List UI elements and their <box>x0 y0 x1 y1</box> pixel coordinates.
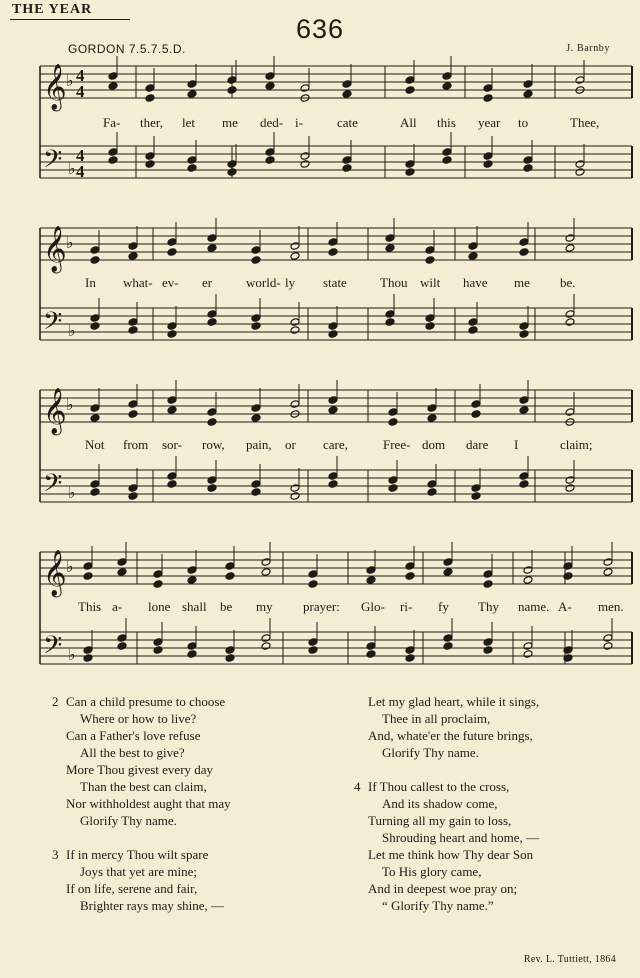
notehead <box>90 246 100 255</box>
notehead <box>225 562 235 571</box>
notehead <box>251 246 261 255</box>
lyric-syllable: be <box>220 599 233 614</box>
notehead <box>90 256 100 265</box>
notehead <box>300 84 310 93</box>
lyric-syllable: pain, <box>246 437 272 452</box>
stanza-line: Let my glad heart, while it sings, <box>368 694 540 709</box>
notehead <box>227 160 237 169</box>
lyric-syllable: me <box>222 115 238 130</box>
lyric-syllable: dare <box>466 437 489 452</box>
notehead <box>265 72 275 81</box>
stanza-line: “ Glorify Thy name.” <box>382 898 494 913</box>
bass-clef: 𝄢 <box>43 632 63 665</box>
notehead <box>328 472 338 481</box>
notehead <box>427 488 437 497</box>
notehead <box>483 160 493 169</box>
notehead <box>308 646 318 655</box>
notehead <box>207 476 217 485</box>
lyric-syllable: Not <box>85 437 105 452</box>
lyric-syllable: this <box>437 115 456 130</box>
notehead <box>207 234 217 243</box>
notehead <box>261 558 271 567</box>
notehead <box>575 168 585 177</box>
bass-clef: 𝄢 <box>43 470 63 503</box>
notehead <box>483 580 493 589</box>
key-flat: ♭ <box>66 235 74 252</box>
notehead <box>207 244 217 253</box>
notehead <box>328 330 338 339</box>
lyric-syllable: Free- <box>383 437 411 452</box>
notehead <box>519 322 529 331</box>
notehead <box>90 488 100 497</box>
notehead <box>117 558 127 567</box>
notehead <box>443 642 453 651</box>
notehead <box>483 570 493 579</box>
lyric-syllable: In <box>85 275 96 290</box>
treble-clef: 𝄞 <box>43 388 67 433</box>
notehead <box>251 314 261 323</box>
lyric-syllable: ri- <box>400 599 413 614</box>
author-credit: Rev. L. Tuttiett, 1864 <box>523 954 616 965</box>
notehead <box>108 148 118 157</box>
notehead <box>128 242 138 251</box>
notehead <box>128 484 138 493</box>
notehead <box>405 76 415 85</box>
notehead <box>342 80 352 89</box>
notehead <box>117 634 127 643</box>
section-header: THE YEAR <box>12 2 93 17</box>
lyric-syllable: A- <box>558 599 572 614</box>
notehead <box>128 492 138 501</box>
notehead <box>575 76 585 85</box>
treble-clef: 𝄞 <box>43 64 67 109</box>
time-signature-top: 4 <box>76 66 85 85</box>
notehead <box>128 410 138 419</box>
stanza-line: Can a Father's love refuse <box>66 728 201 743</box>
notehead <box>565 408 575 417</box>
notehead <box>366 566 376 575</box>
notehead <box>300 160 310 169</box>
lyric-syllable: All <box>400 115 417 130</box>
notehead <box>90 480 100 489</box>
stanza-number: 4 <box>354 779 361 794</box>
lyric-syllable: ther, <box>140 115 163 130</box>
notehead <box>443 634 453 643</box>
lyric-syllable: Glo- <box>361 599 385 614</box>
lyric-syllable: sor- <box>162 437 182 452</box>
notehead <box>187 90 197 99</box>
stanza-line: Thee in all proclaim, <box>382 711 491 726</box>
notehead <box>565 310 575 319</box>
notehead <box>523 642 533 651</box>
notehead <box>290 252 300 261</box>
notehead <box>290 400 300 409</box>
notehead <box>90 314 100 323</box>
notehead <box>405 160 415 169</box>
notehead <box>90 322 100 331</box>
notehead <box>153 646 163 655</box>
notehead <box>388 408 398 417</box>
notehead <box>405 562 415 571</box>
bass-clef: 𝄢 <box>43 146 63 179</box>
time-signature-bottom: 4 <box>76 82 85 101</box>
notehead <box>187 566 197 575</box>
lyric-syllable: let <box>182 115 195 130</box>
key-flat: ♭ <box>66 397 74 414</box>
notehead <box>405 654 415 663</box>
notehead <box>145 84 155 93</box>
key-flat: ♭ <box>68 161 76 178</box>
notehead <box>425 246 435 255</box>
notehead <box>290 326 300 335</box>
notehead <box>385 234 395 243</box>
key-flat: ♭ <box>66 73 74 90</box>
lyric-syllable: world- <box>246 275 281 290</box>
notehead <box>290 318 300 327</box>
lyric-syllable: men. <box>598 599 624 614</box>
notehead <box>519 406 529 415</box>
notehead <box>83 562 93 571</box>
notehead <box>290 492 300 501</box>
notehead <box>167 480 177 489</box>
notehead <box>328 396 338 405</box>
notehead <box>167 238 177 247</box>
lyric-syllable: what- <box>123 275 153 290</box>
notehead <box>207 310 217 319</box>
notehead <box>405 572 415 581</box>
notehead <box>519 480 529 489</box>
stanza-line: Than the best can claim, <box>80 779 207 794</box>
lyric-syllable: to <box>518 115 529 130</box>
notehead <box>187 80 197 89</box>
notehead <box>468 318 478 327</box>
lyric-syllable: ly <box>285 275 296 290</box>
notehead <box>468 242 478 251</box>
notehead <box>108 156 118 165</box>
lyric-syllable: name. <box>518 599 550 614</box>
stanza-3 <box>52 846 225 914</box>
time-signature-top: 4 <box>76 146 85 165</box>
notehead <box>342 164 352 173</box>
stanza-number: 2 <box>52 694 59 709</box>
stanza-line: Glorify Thy name. <box>382 745 479 760</box>
notehead <box>128 252 138 261</box>
notehead <box>187 642 197 651</box>
notehead <box>425 256 435 265</box>
notehead <box>519 248 529 257</box>
notehead <box>261 568 271 577</box>
notehead <box>145 94 155 103</box>
notehead <box>167 330 177 339</box>
notehead <box>385 244 395 253</box>
stanza-4 <box>354 778 540 914</box>
stanza-line: And, whate'er the future brings, <box>368 728 533 743</box>
lyric-syllable: Thee, <box>570 115 600 130</box>
stanza-line: Nor withholdest aught that may <box>66 796 231 811</box>
notehead <box>83 654 93 663</box>
notehead <box>108 82 118 91</box>
stanza-number: 3 <box>52 847 59 862</box>
notehead <box>425 314 435 323</box>
notehead <box>167 322 177 331</box>
notehead <box>523 576 533 585</box>
tune-name: GORDON 7.5.7.5.D. <box>68 42 186 56</box>
notehead <box>145 152 155 161</box>
notehead <box>117 568 127 577</box>
notehead <box>385 318 395 327</box>
notehead <box>575 160 585 169</box>
lyric-syllable: a- <box>112 599 123 614</box>
notehead <box>251 404 261 413</box>
notehead <box>225 646 235 655</box>
notehead <box>251 488 261 497</box>
notehead <box>442 156 452 165</box>
lyric-syllable: shall <box>182 599 207 614</box>
notehead <box>471 492 481 501</box>
notehead <box>366 642 376 651</box>
notehead <box>471 484 481 493</box>
time-signature-bottom: 4 <box>76 162 85 181</box>
lyric-syllable: cate <box>337 115 358 130</box>
notehead <box>603 568 613 577</box>
key-flat: ♭ <box>66 559 74 576</box>
notehead <box>261 634 271 643</box>
notehead <box>519 472 529 481</box>
stanza-line: If in mercy Thou wilt spare <box>66 847 209 862</box>
notehead <box>405 86 415 95</box>
notehead <box>251 256 261 265</box>
treble-clef: 𝄞 <box>43 550 67 595</box>
notehead <box>300 152 310 161</box>
notehead <box>227 86 237 95</box>
notehead <box>207 408 217 417</box>
stanza-line: Turning all my gain to loss, <box>368 813 512 828</box>
lyric-syllable: Fa- <box>103 115 121 130</box>
notehead <box>427 414 437 423</box>
notehead <box>427 404 437 413</box>
stanza-line: All the best to give? <box>80 745 185 760</box>
lyric-syllable: dom <box>422 437 446 452</box>
notehead <box>251 414 261 423</box>
notehead <box>108 72 118 81</box>
notehead <box>565 244 575 253</box>
notehead <box>328 248 338 257</box>
notehead <box>405 168 415 177</box>
notehead <box>167 406 177 415</box>
notehead <box>225 572 235 581</box>
notehead <box>483 84 493 93</box>
lyric-syllable: row, <box>202 437 225 452</box>
notehead <box>265 82 275 91</box>
lyric-syllable: This <box>78 599 102 614</box>
stanza-line: Brighter rays may shine, — <box>80 898 225 913</box>
notehead <box>519 238 529 247</box>
notehead <box>519 330 529 339</box>
notehead <box>388 476 398 485</box>
lyric-syllable: be. <box>560 275 576 290</box>
notehead <box>83 646 93 655</box>
notehead <box>251 322 261 331</box>
notehead <box>405 646 415 655</box>
stanza-line: More Thou givest every day <box>66 762 214 777</box>
notehead <box>290 242 300 251</box>
lyric-syllable: state <box>323 275 347 290</box>
key-flat: ♭ <box>68 485 76 502</box>
key-flat: ♭ <box>68 647 76 664</box>
notehead <box>145 160 155 169</box>
stanza-line: And in deepest woe pray on; <box>368 881 518 896</box>
notehead <box>187 156 197 165</box>
notehead <box>265 148 275 157</box>
notehead <box>442 148 452 157</box>
notehead <box>128 326 138 335</box>
stanza-line: Let me think how Thy dear Son <box>368 847 534 862</box>
notehead <box>328 406 338 415</box>
notehead <box>251 480 261 489</box>
notehead <box>603 634 613 643</box>
lyric-syllable: i- <box>295 115 303 130</box>
stanza-3-continued <box>368 693 539 761</box>
stanza-line: Glorify Thy name. <box>80 813 177 828</box>
notehead <box>523 80 533 89</box>
notehead <box>366 650 376 659</box>
hymn-number: 636 <box>295 14 345 44</box>
notehead <box>523 650 533 659</box>
notehead <box>225 654 235 663</box>
notehead <box>153 580 163 589</box>
lyric-syllable: I <box>514 437 519 452</box>
notehead <box>603 642 613 651</box>
notehead <box>167 472 177 481</box>
composer: J. Barnby <box>566 43 610 54</box>
notehead <box>565 234 575 243</box>
lyric-syllable: care, <box>323 437 348 452</box>
notehead <box>483 152 493 161</box>
notehead <box>483 94 493 103</box>
stanza-line: Joys that yet are mine; <box>80 864 197 879</box>
lyric-syllable: from <box>123 437 149 452</box>
notehead <box>442 72 452 81</box>
notehead <box>523 90 533 99</box>
stanza-2 <box>52 693 231 829</box>
stanza-line: If on life, serene and fair, <box>66 881 198 896</box>
lyric-syllable: have <box>463 275 488 290</box>
notehead <box>385 310 395 319</box>
treble-clef: 𝄞 <box>43 226 67 271</box>
notehead <box>90 404 100 413</box>
notehead <box>128 318 138 327</box>
notehead <box>328 480 338 489</box>
notehead <box>128 400 138 409</box>
key-flat: ♭ <box>68 323 76 340</box>
notehead <box>523 156 533 165</box>
lyric-syllable: fy <box>438 599 449 614</box>
notehead <box>468 326 478 335</box>
notehead <box>167 248 177 257</box>
notehead <box>523 566 533 575</box>
stanza-line: To His glory came, <box>382 864 482 879</box>
notehead <box>117 642 127 651</box>
notehead <box>443 558 453 567</box>
lyric-syllable: or <box>285 437 296 452</box>
notehead <box>442 82 452 91</box>
notehead <box>187 576 197 585</box>
notehead <box>425 322 435 331</box>
lyric-syllable: Thy <box>478 599 499 614</box>
lyric-syllable: year <box>478 115 501 130</box>
lyric-syllable: ev- <box>162 275 179 290</box>
lyric-syllable: me <box>514 275 530 290</box>
notehead <box>603 558 613 567</box>
notehead <box>427 480 437 489</box>
notehead <box>265 156 275 165</box>
notehead <box>565 318 575 327</box>
notehead <box>565 476 575 485</box>
bass-clef: 𝄢 <box>43 308 63 341</box>
notehead <box>483 646 493 655</box>
stanza-line: And its shadow come, <box>382 796 498 811</box>
notehead <box>388 484 398 493</box>
notehead <box>308 570 318 579</box>
lyric-syllable: wilt <box>420 275 441 290</box>
notehead <box>90 414 100 423</box>
notehead <box>187 650 197 659</box>
notehead <box>523 164 533 173</box>
notehead <box>308 580 318 589</box>
notehead <box>207 484 217 493</box>
stanza-line: Where or how to live? <box>80 711 197 726</box>
notehead <box>471 400 481 409</box>
lyric-syllable: prayer: <box>303 599 340 614</box>
lyric-syllable: ded- <box>260 115 284 130</box>
notehead <box>227 76 237 85</box>
notehead <box>342 156 352 165</box>
notehead <box>153 570 163 579</box>
notehead <box>468 252 478 261</box>
notehead <box>483 638 493 647</box>
notehead <box>388 418 398 427</box>
notehead <box>83 572 93 581</box>
notehead <box>519 396 529 405</box>
stanza-line: Can a child presume to choose <box>66 694 226 709</box>
lyric-syllable: claim; <box>560 437 593 452</box>
notehead <box>308 638 318 647</box>
notehead <box>565 484 575 493</box>
lyric-syllable: Thou <box>380 275 408 290</box>
notehead <box>290 484 300 493</box>
stanza-line: Shrouding heart and home, — <box>382 830 540 845</box>
notehead <box>207 318 217 327</box>
notehead <box>366 576 376 585</box>
notehead <box>261 642 271 651</box>
notehead <box>153 638 163 647</box>
notehead <box>167 396 177 405</box>
notehead <box>187 164 197 173</box>
stanza-line: If Thou callest to the cross, <box>368 779 510 794</box>
notehead <box>471 410 481 419</box>
notehead <box>328 322 338 331</box>
notehead <box>328 238 338 247</box>
notehead <box>443 568 453 577</box>
lyric-syllable: my <box>256 599 273 614</box>
lyric-syllable: er <box>202 275 213 290</box>
lyric-syllable: lone <box>148 599 171 614</box>
notehead <box>227 168 237 177</box>
notehead <box>342 90 352 99</box>
notehead <box>207 418 217 427</box>
